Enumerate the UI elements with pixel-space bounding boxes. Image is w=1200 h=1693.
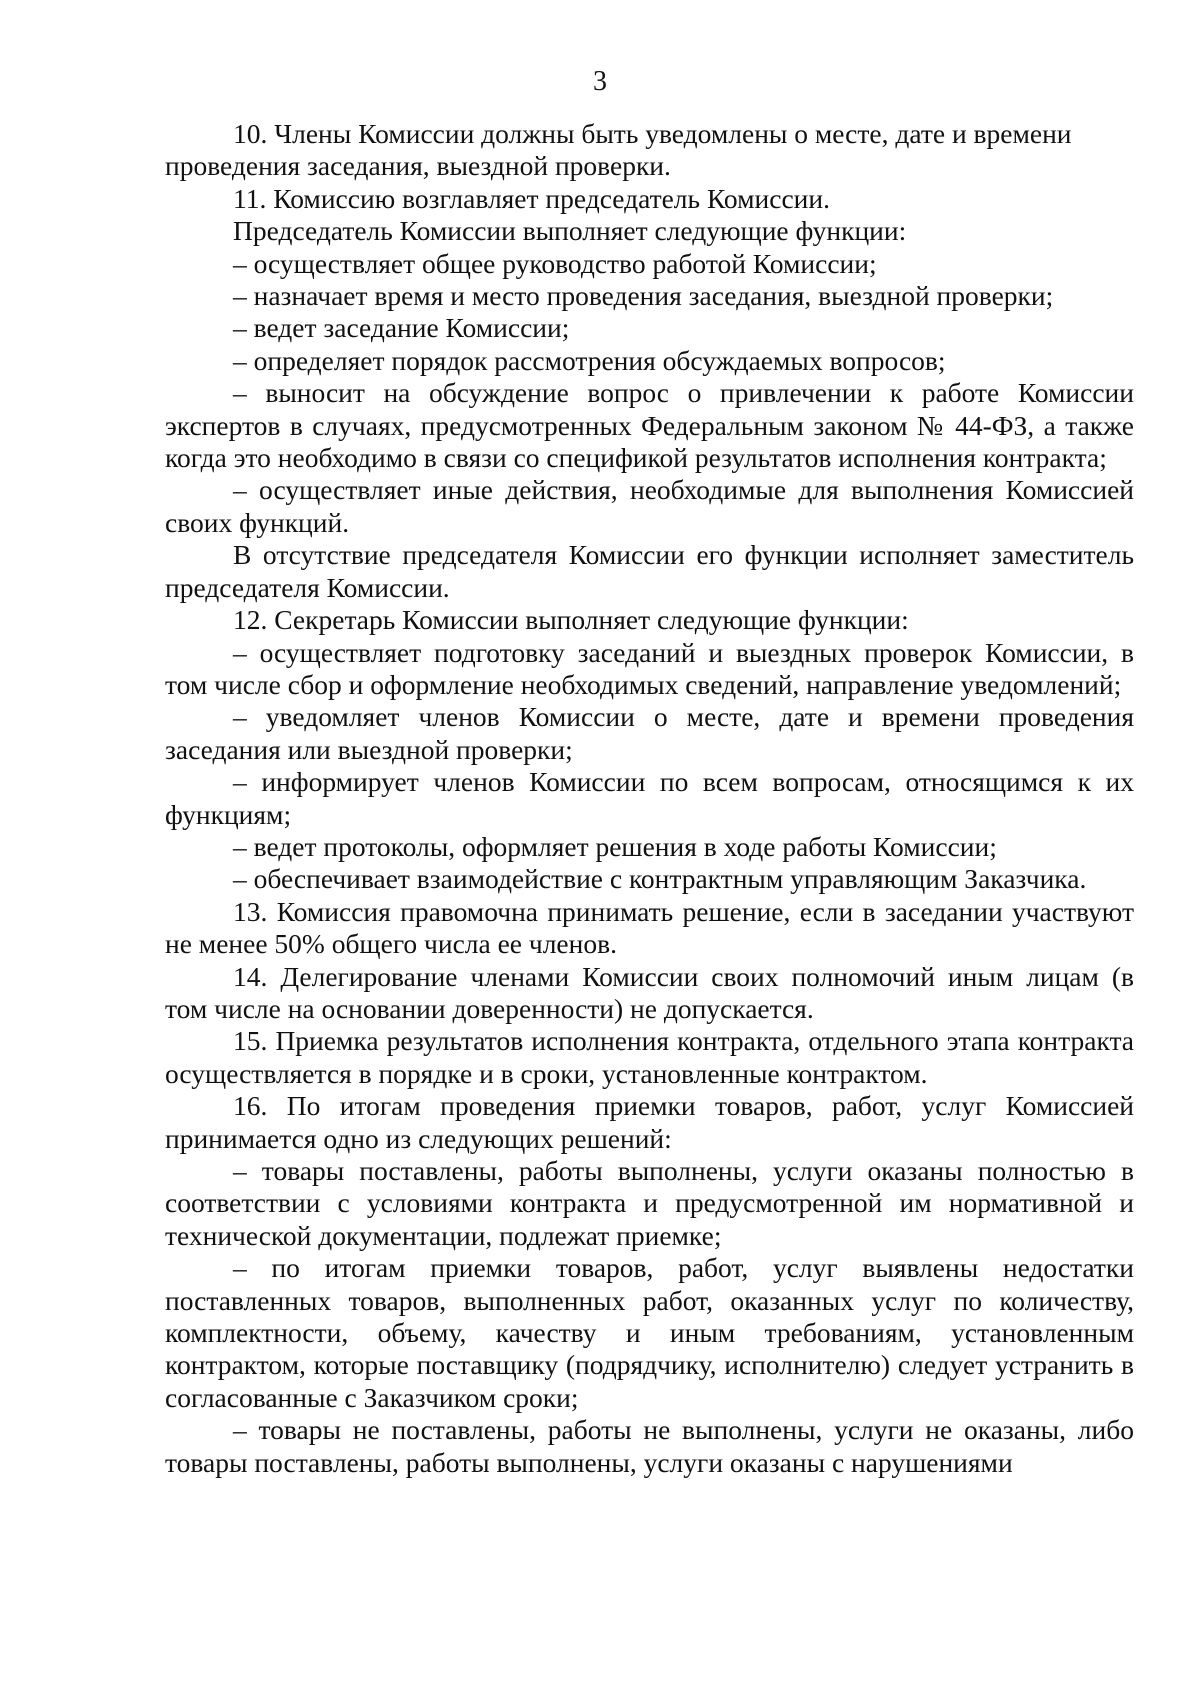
paragraph-12: 12. Секретарь Комиссии выполняет следующие функции: xyxy=(233,604,909,636)
paragraph-14: 14. Делегирование членами Комиссии своих полномочий иным лицам (в том числе на основании доверенности) не допускается. xyxy=(165,960,1134,1024)
list-item: – информирует членов Комиссии по всем вопросам, относящимся к их функциям; xyxy=(165,766,1134,830)
list-item: – определяет порядок рассмотрения обсуждаемых вопросов; xyxy=(233,344,946,376)
list-item: – обеспечивает взаимодействие с контрактным управляющим Заказчика. xyxy=(233,863,1087,895)
list-item: – осуществляет иные действия, необходимые для выполнения Комиссией своих функций. xyxy=(165,474,1134,538)
paragraph-11: 11. Комиссию возглавляет председатель Комиссии. xyxy=(233,182,830,214)
list-item: – осуществляет общее руководство работой Комиссии; xyxy=(233,247,877,279)
page-number: 3 xyxy=(593,66,607,97)
list-item: – осуществляет подготовку заседаний и выездных проверок Комиссии, в том числе сбор и оформление необходимых сведений, направление уведомлений; xyxy=(165,636,1134,700)
list-item: – назначает время и место проведения заседания, выездной проверки; xyxy=(233,280,1054,312)
list-item: – ведет протоколы, оформляет решения в ходе работы Комиссии; xyxy=(233,830,997,862)
list-item: – товары поставлены, работы выполнены, услуги оказаны полностью в соответствии с условиями контракта и предусмотренной им нормативной и технической документации, подлежат приемке; xyxy=(165,1155,1134,1251)
paragraph-16: 16. По итогам проведения приемки товаров, работ, услуг Комиссией принимается одно из следующих решений: xyxy=(165,1090,1134,1154)
chairman-functions-intro: Председатель Комиссии выполняет следующие функции: xyxy=(233,215,907,247)
document-body xyxy=(165,118,1134,1479)
paragraph-10: 10. Члены Комиссии должны быть уведомлены о месте, дате и времени проведения заседания, выездной проверки. xyxy=(165,118,1072,182)
list-item: – ведет заседание Комиссии; xyxy=(233,312,570,344)
list-item: – товары не поставлены, работы не выполнены, услуги не оказаны, либо товары поставлены, работы выполнены, услуги оказаны с нарушениями xyxy=(165,1414,1134,1478)
list-item: – выносит на обсуждение вопрос о привлечении к работе Комиссии экспертов в случаях, предусмотренных Федеральным законом № 44-ФЗ, а также когда это необходимо в связи со спецификой результатов исполнения контракта; xyxy=(165,377,1134,474)
list-item: – уведомляет членов Комиссии о месте, дате и времени проведения заседания или выездной проверки; xyxy=(165,701,1134,765)
list-item: – по итогам приемки товаров, работ, услуг выявлены недостатки поставленных товаров, выполненных работ, оказанных услуг по количеству, комплектности, объему, качеству и иным требованиям, установленным контрактом, которые поставщику (подрядчику, исполнителю) следует устранить в согласованные с Заказчиком сроки; xyxy=(165,1252,1134,1413)
paragraph-15: 15. Приемка результатов исполнения контракта, отдельного этапа контракта осуществляется в порядке и в сроки, установленные контрактом. xyxy=(165,1025,1134,1089)
paragraph-13: 13. Комиссия правомочна принимать решение, если в заседании участвуют не менее 50% общего числа ее членов. xyxy=(165,895,1134,960)
deputy-paragraph: В отсутствие председателя Комиссии его функции исполняет заместитель председателя Комиссии. xyxy=(165,539,1134,603)
